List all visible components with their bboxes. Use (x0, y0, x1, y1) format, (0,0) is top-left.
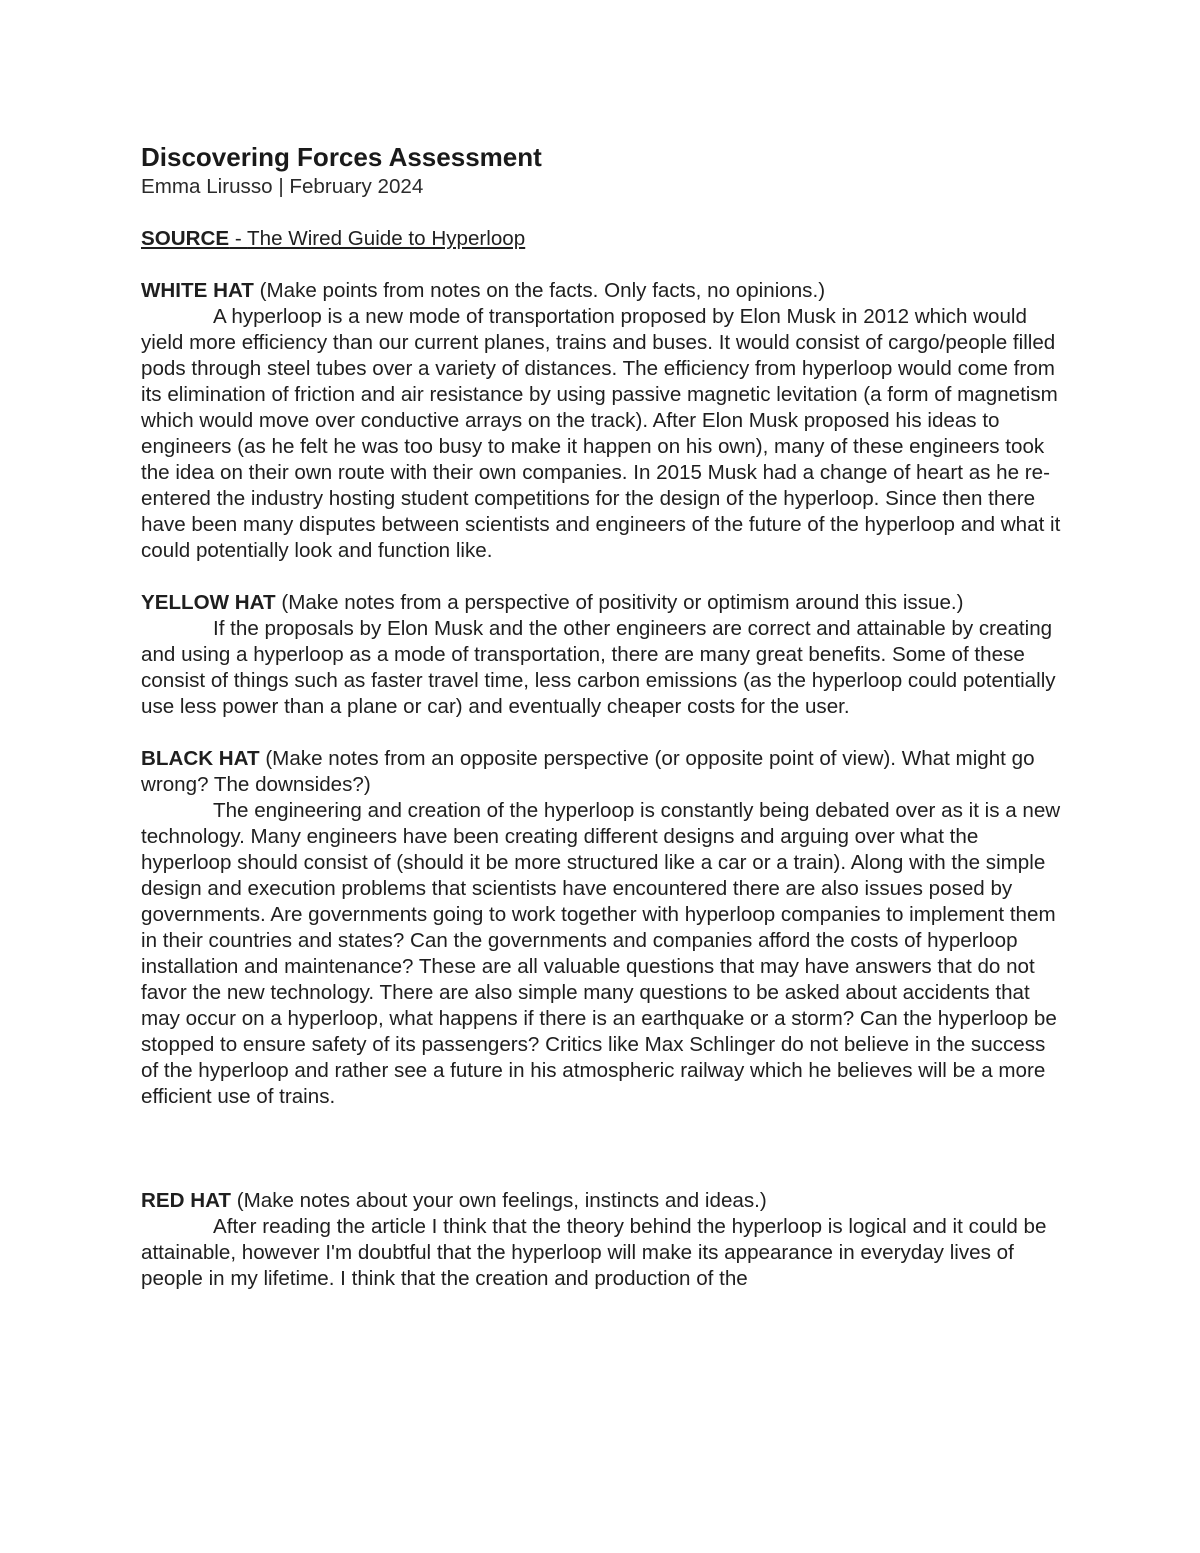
source-link[interactable]: The Wired Guide to Hyperloop (247, 227, 526, 250)
blank-line (141, 564, 1061, 590)
black-hat-heading (141, 746, 1061, 798)
yellow-hat-label: YELLOW HAT (141, 591, 276, 614)
document-content (141, 140, 1061, 1292)
red-hat-prompt: (Make notes about your own feelings, instincts and ideas.) (231, 1189, 767, 1212)
black-hat-body: The engineering and creation of the hyperloop is constantly being debated over as it is a new technology. Many engineers have been creating different designs and arguing over what the hyperloop should consist of (should it be more structured like a car or a train). Along with the simple design and execution problems that scientists have encountered there are also issues posed by governments. Are governments going to work together with hyperloop companies to implement them in their countries and states? Can the governments and companies afford the costs of hyperloop installation and maintenance? These are all valuable questions that may have answers that do not favor the new technology. There are also simple many questions to be asked about accidents that may occur on a hyperloop, what happens if there is an earthquake or a storm? Can the hyperloop be stopped to ensure safety of its passengers? Critics like Max Schlinger do not believe in the success of the hyperloop and rather see a future in his atmospheric railway which he believes will be a more efficient use of trains. (141, 799, 1061, 1108)
blank-line (141, 720, 1061, 746)
white-hat-label: WHITE HAT (141, 279, 254, 302)
yellow-hat-prompt: (Make notes from a perspective of positivity or optimism around this issue.) (275, 591, 964, 614)
blank-line (141, 200, 1061, 226)
source-label: SOURCE (141, 227, 230, 250)
author-date-line: Emma Lirusso | February 2024 (141, 175, 424, 198)
yellow-hat-heading (141, 590, 1061, 616)
source-line[interactable] (141, 226, 1061, 252)
white-hat-heading (141, 278, 1061, 304)
red-hat-body: After reading the article I think that the theory behind the hyperloop is logical and it could be attainable, however I'm doubtful that the hyperloop will make its appearance in everyday lives of people in my lifetime. I think that the creation and production of the (141, 1215, 1047, 1290)
yellow-hat-body: If the proposals by Elon Musk and the other engineers are correct and attainable by creating and using a hyperloop as a mode of transportation, there are many great benefits. Some of these consist of things such as faster travel time, less carbon emissions (as the hyperloop could potentially use less power than a plane or car) and eventually cheaper costs for the user. (141, 617, 1056, 718)
white-hat-prompt: (Make points from notes on the facts. Only facts, no opinions.) (253, 279, 826, 302)
blank-lines (141, 1110, 1061, 1188)
black-hat-label: BLACK HAT (141, 747, 260, 770)
red-hat-heading (141, 1188, 1061, 1214)
black-hat-prompt: (Make notes from an opposite perspective (or opposite point of view). What might go wrong? The downsides?) (141, 747, 1035, 796)
document-title: Discovering Forces Assessment (141, 142, 542, 172)
white-hat-body: A hyperloop is a new mode of transportation proposed by Elon Musk in 2012 which would yield more efficiency than our current planes, trains and buses. It would consist of cargo/people filled pods through steel tubes over a variety of distances. The efficiency from hyperloop would come from its elimination of friction and air resistance by using passive magnetic levitation (a form of magnetism which would move over conductive arrays on the track). After Elon Musk proposed his ideas to engineers (as he felt he was too busy to make it happen on his own), many of these engineers took the idea on their own route with their own companies. In 2015 Musk had a change of heart as he re-entered the industry hosting student competitions for the design of the hyperloop. Since then there have been many disputes between scientists and engineers of the future of the hyperloop and what it could potentially look and function like. (141, 305, 1061, 562)
blank-line (141, 252, 1061, 278)
red-hat-label: RED HAT (141, 1189, 231, 1212)
source-separator: - (229, 227, 248, 250)
